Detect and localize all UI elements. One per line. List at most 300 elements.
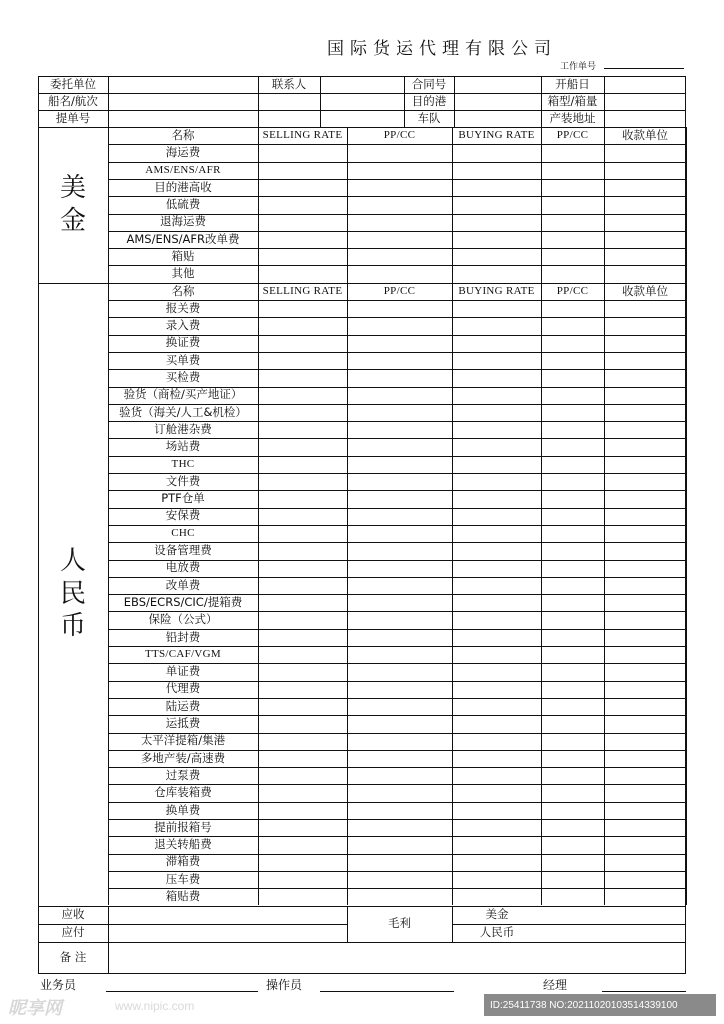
rmb-item-name: EBS/ECRS/CIC/提箱费 [123, 594, 243, 609]
rmb-item-name: 滞箱费 [165, 854, 201, 869]
rmb-item-pp-cc-selling-input[interactable] [348, 784, 452, 801]
rmb-item-selling-rate-input[interactable] [259, 490, 347, 507]
rmb-item-pp-cc-buying-input[interactable] [542, 836, 604, 853]
usd-section-label-char: 美 [59, 173, 86, 204]
rmb-item-payee-input[interactable] [605, 525, 686, 542]
rmb-item-buying-rate-input[interactable] [453, 421, 541, 438]
rmb-item-pp-cc-selling-input[interactable] [348, 733, 452, 750]
rmb-item-pp-cc-buying-input[interactable] [542, 404, 604, 421]
rmb-item-selling-rate-input[interactable] [259, 819, 347, 836]
rmb-item-payee-input[interactable] [605, 542, 686, 559]
rmb-item-pp-cc-selling-input[interactable] [348, 352, 452, 369]
rmb-item-pp-cc-buying-input[interactable] [542, 629, 604, 646]
header-value-container-type[interactable] [605, 93, 686, 110]
rmb-item-buying-rate-input[interactable] [453, 698, 541, 715]
salesperson-field[interactable] [106, 991, 258, 992]
usd-item-pp-cc-buying-input[interactable] [542, 214, 604, 231]
header-label-bl-no: 提单号 [55, 110, 91, 125]
manager-label: 经理 [543, 978, 568, 992]
usd-item-buying-rate-input[interactable] [453, 214, 541, 231]
usd-item-payee-input[interactable] [605, 179, 686, 196]
rmb-item-pp-cc-buying-input[interactable] [542, 490, 604, 507]
rmb-item-pp-cc-selling-input[interactable] [348, 404, 452, 421]
usd-item-pp-cc-buying-input[interactable] [542, 248, 604, 265]
rmb-item-selling-rate-input[interactable] [259, 681, 347, 698]
rmb-item-pp-cc-selling-input[interactable] [348, 369, 452, 386]
usd-item-pp-cc-buying-input[interactable] [542, 231, 604, 248]
rmb-item-buying-rate-input[interactable] [453, 646, 541, 663]
header-value-bl-no[interactable] [109, 110, 258, 127]
usd-item-payee-input[interactable] [605, 214, 686, 231]
rmb-item-payee-input[interactable] [605, 490, 686, 507]
remarks-input[interactable] [109, 942, 685, 974]
usd-item-name: 低硫费 [165, 197, 201, 212]
gross-profit-usd-input[interactable] [542, 906, 686, 924]
operator-label: 操作员 [266, 978, 303, 992]
rmb-item-pp-cc-buying-input[interactable] [542, 646, 604, 663]
usd-item-name: 箱贴 [171, 248, 195, 263]
usd-item-name: AMS/ENS/AFR [145, 163, 221, 176]
rmb-item-payee-input[interactable] [605, 317, 686, 334]
rmb-item-pp-cc-buying-input[interactable] [542, 611, 604, 628]
usd-item-pp-cc-buying-input[interactable] [542, 179, 604, 196]
rmb-item-payee-input[interactable] [605, 369, 686, 386]
usd-item-pp-cc-selling-input[interactable] [348, 144, 452, 161]
rmb-item-name: 提前报箱号 [154, 819, 212, 834]
usd-item-buying-rate-input[interactable] [453, 231, 541, 248]
usd-item-buying-rate-input[interactable] [453, 265, 541, 282]
rmb-item-buying-rate-input[interactable] [453, 352, 541, 369]
rmb-item-name: PTF仓单 [161, 491, 205, 506]
rmb-item-selling-rate-input[interactable] [259, 750, 347, 767]
salesperson-label: 业务员 [40, 978, 77, 992]
rmb-item-payee-input[interactable] [605, 819, 686, 836]
rmb-item-selling-rate-input[interactable] [259, 646, 347, 663]
rmb-item-payee-input[interactable] [605, 784, 686, 801]
rmb-item-pp-cc-selling-input[interactable] [348, 560, 452, 577]
rmb-item-selling-rate-input[interactable] [259, 836, 347, 853]
rmb-section-label-char: 人 [59, 546, 86, 577]
rmb-item-pp-cc-selling-input[interactable] [348, 802, 452, 819]
payable-label: 应付 [61, 924, 85, 939]
rmb-item-pp-cc-selling-input[interactable] [348, 542, 452, 559]
rmb-item-selling-rate-input[interactable] [259, 473, 347, 490]
rmb-item-name: 仓库装箱费 [154, 785, 212, 800]
usd-item-payee-input[interactable] [605, 265, 686, 282]
rmb-item-payee-input[interactable] [605, 438, 686, 455]
rmb-item-buying-rate-input[interactable] [453, 456, 541, 473]
header-label-contract-no: 合同号 [411, 76, 447, 91]
rmb-item-name: 电放费 [165, 560, 201, 575]
usd-item-buying-rate-input[interactable] [453, 144, 541, 161]
rmb-item-buying-rate-input[interactable] [453, 629, 541, 646]
usd-item-pp-cc-selling-input[interactable] [348, 265, 452, 282]
rmb-item-name: 场站费 [165, 439, 201, 454]
rmb-item-payee-input[interactable] [605, 767, 686, 784]
usd-item-name: 其他 [171, 266, 195, 281]
rmb-item-pp-cc-buying-input[interactable] [542, 767, 604, 784]
rmb-item-selling-rate-input[interactable] [259, 871, 347, 888]
rmb-item-name: 买单费 [165, 352, 201, 367]
rmb-item-pp-cc-buying-input[interactable] [542, 508, 604, 525]
usd-item-buying-rate-input[interactable] [453, 162, 541, 179]
header-value-consignor[interactable] [109, 76, 258, 93]
rmb-item-name: 设备管理费 [154, 543, 212, 558]
usd-item-pp-cc-selling-input[interactable] [348, 162, 452, 179]
rmb-item-pp-cc-selling-input[interactable] [348, 698, 452, 715]
rmb-item-selling-rate-input[interactable] [259, 542, 347, 559]
rmb-item-name: 单证费 [165, 664, 201, 679]
rmb-col-header-pp-cc-buying: PP/CC [556, 284, 589, 297]
usd-item-payee-input[interactable] [605, 162, 686, 179]
header-value-blank[interactable] [321, 93, 404, 110]
rmb-item-buying-rate-input[interactable] [453, 681, 541, 698]
image-id-badge: ID:25411738 NO:20211020103514339100 [484, 994, 716, 1016]
manager-field[interactable] [602, 991, 686, 992]
rmb-item-pp-cc-buying-input[interactable] [542, 317, 604, 334]
rmb-item-selling-rate-input[interactable] [259, 594, 347, 611]
rmb-item-pp-cc-selling-input[interactable] [348, 490, 452, 507]
rmb-item-buying-rate-input[interactable] [453, 387, 541, 404]
rmb-item-pp-cc-selling-input[interactable] [348, 750, 452, 767]
watermark-brand: 昵享网 [8, 998, 62, 1019]
usd-col-header-payee: 收款单位 [622, 127, 668, 142]
usd-item-selling-rate-input[interactable] [259, 214, 347, 231]
usd-col-header-buying-rate: BUYING RATE [458, 129, 535, 142]
header-value-sailing-date[interactable] [605, 76, 686, 93]
rmb-item-name: 买检费 [165, 370, 201, 385]
rmb-item-buying-rate-input[interactable] [453, 300, 541, 317]
header-value-blank[interactable] [321, 110, 404, 127]
rmb-item-buying-rate-input[interactable] [453, 802, 541, 819]
rmb-item-selling-rate-input[interactable] [259, 369, 347, 386]
rmb-item-buying-rate-input[interactable] [453, 473, 541, 490]
rmb-item-pp-cc-buying-input[interactable] [542, 888, 604, 905]
rmb-item-buying-rate-input[interactable] [453, 542, 541, 559]
rmb-item-buying-rate-input[interactable] [453, 369, 541, 386]
rmb-item-selling-rate-input[interactable] [259, 438, 347, 455]
usd-item-payee-input[interactable] [605, 248, 686, 265]
rmb-item-payee-input[interactable] [605, 300, 686, 317]
rmb-item-payee-input[interactable] [605, 387, 686, 404]
rmb-item-pp-cc-buying-input[interactable] [542, 871, 604, 888]
header-value-contact[interactable] [321, 76, 404, 93]
gross-profit-label: 毛利 [388, 915, 411, 930]
usd-item-pp-cc-selling-input[interactable] [348, 196, 452, 213]
usd-item-buying-rate-input[interactable] [453, 179, 541, 196]
usd-item-selling-rate-input[interactable] [259, 162, 347, 179]
header-label-sailing-date: 开船日 [555, 76, 590, 91]
header-value-destination-port[interactable] [455, 93, 541, 110]
rmb-item-buying-rate-input[interactable] [453, 611, 541, 628]
rmb-item-buying-rate-input[interactable] [453, 767, 541, 784]
rmb-item-selling-rate-input[interactable] [259, 525, 347, 542]
rmb-item-payee-input[interactable] [605, 335, 686, 352]
rmb-item-payee-input[interactable] [605, 646, 686, 663]
rmb-item-name: 陆运费 [165, 698, 201, 713]
rmb-item-pp-cc-selling-input[interactable] [348, 663, 452, 680]
usd-item-payee-input[interactable] [605, 196, 686, 213]
rmb-col-header-payee: 收款单位 [622, 283, 668, 298]
rmb-item-buying-rate-input[interactable] [453, 594, 541, 611]
header-value-loading-address[interactable] [605, 110, 686, 127]
rmb-col-header-selling-rate: SELLING RATE [262, 284, 343, 297]
rmb-item-pp-cc-buying-input[interactable] [542, 473, 604, 490]
rmb-item-selling-rate-input[interactable] [259, 784, 347, 801]
rmb-item-pp-cc-buying-input[interactable] [542, 802, 604, 819]
rmb-item-buying-rate-input[interactable] [453, 525, 541, 542]
usd-item-pp-cc-buying-input[interactable] [542, 265, 604, 282]
rmb-item-pp-cc-buying-input[interactable] [542, 387, 604, 404]
rmb-item-name: 多地产装/高速费 [140, 750, 226, 765]
rmb-item-selling-rate-input[interactable] [259, 715, 347, 732]
usd-item-pp-cc-selling-input[interactable] [348, 179, 452, 196]
usd-col-header-selling-rate: SELLING RATE [262, 129, 343, 142]
rmb-item-payee-input[interactable] [605, 508, 686, 525]
usd-item-name: 海运费 [165, 145, 201, 160]
usd-item-pp-cc-buying-input[interactable] [542, 144, 604, 161]
rmb-item-pp-cc-selling-input[interactable] [348, 594, 452, 611]
rmb-item-buying-rate-input[interactable] [453, 438, 541, 455]
rmb-item-pp-cc-buying-input[interactable] [542, 698, 604, 715]
watermark-url: www.nipic.com [115, 999, 195, 1013]
rmb-item-pp-cc-selling-input[interactable] [348, 438, 452, 455]
rmb-item-payee-input[interactable] [605, 421, 686, 438]
usd-item-selling-rate-input[interactable] [259, 196, 347, 213]
rmb-item-name: 换证费 [165, 335, 201, 350]
rmb-item-selling-rate-input[interactable] [259, 767, 347, 784]
rmb-item-selling-rate-input[interactable] [259, 508, 347, 525]
rmb-item-selling-rate-input[interactable] [259, 317, 347, 334]
usd-item-selling-rate-input[interactable] [259, 265, 347, 282]
rmb-item-payee-input[interactable] [605, 352, 686, 369]
rmb-item-name: 箱贴费 [165, 889, 201, 904]
rmb-item-buying-rate-input[interactable] [453, 663, 541, 680]
rmb-item-pp-cc-buying-input[interactable] [542, 594, 604, 611]
rmb-item-pp-cc-buying-input[interactable] [542, 733, 604, 750]
usd-item-selling-rate-input[interactable] [259, 248, 347, 265]
usd-item-payee-input[interactable] [605, 144, 686, 161]
gross-profit-rmb-input[interactable] [542, 924, 686, 942]
rmb-item-name: 过泵费 [165, 767, 201, 782]
rmb-item-payee-input[interactable] [605, 663, 686, 680]
rmb-item-payee-input[interactable] [605, 629, 686, 646]
work-no-label: 工作单号 [560, 62, 597, 72]
rmb-item-pp-cc-buying-input[interactable] [542, 300, 604, 317]
rmb-item-pp-cc-buying-input[interactable] [542, 715, 604, 732]
rmb-item-buying-rate-input[interactable] [453, 819, 541, 836]
operator-field[interactable] [320, 991, 454, 992]
rmb-item-selling-rate-input[interactable] [259, 335, 347, 352]
rmb-item-buying-rate-input[interactable] [453, 577, 541, 594]
rmb-item-pp-cc-selling-input[interactable] [348, 317, 452, 334]
rmb-item-pp-cc-selling-input[interactable] [348, 819, 452, 836]
rmb-item-payee-input[interactable] [605, 594, 686, 611]
rmb-item-payee-input[interactable] [605, 404, 686, 421]
rmb-item-buying-rate-input[interactable] [453, 404, 541, 421]
rmb-item-name: 改单费 [165, 577, 201, 592]
freight-cost-form [38, 76, 686, 974]
rmb-item-pp-cc-selling-input[interactable] [348, 854, 452, 871]
rmb-item-selling-rate-input[interactable] [259, 387, 347, 404]
header-value-contract-no[interactable] [455, 76, 541, 93]
rmb-item-pp-cc-buying-input[interactable] [542, 681, 604, 698]
usd-item-buying-rate-input[interactable] [453, 248, 541, 265]
rmb-item-payee-input[interactable] [605, 733, 686, 750]
usd-item-payee-input[interactable] [605, 231, 686, 248]
usd-item-pp-cc-selling-input[interactable] [348, 214, 452, 231]
usd-item-selling-rate-input[interactable] [259, 144, 347, 161]
rmb-item-payee-input[interactable] [605, 888, 686, 905]
usd-section-label [38, 127, 108, 283]
work-no-field[interactable] [604, 68, 684, 69]
rmb-item-pp-cc-buying-input[interactable] [542, 369, 604, 386]
rmb-item-selling-rate-input[interactable] [259, 577, 347, 594]
rmb-item-buying-rate-input[interactable] [453, 490, 541, 507]
rmb-item-pp-cc-selling-input[interactable] [348, 871, 452, 888]
header-label-container-type: 箱型/箱量 [547, 93, 598, 108]
rmb-item-selling-rate-input[interactable] [259, 300, 347, 317]
rmb-item-payee-input[interactable] [605, 560, 686, 577]
rmb-item-selling-rate-input[interactable] [259, 629, 347, 646]
rmb-item-pp-cc-buying-input[interactable] [542, 335, 604, 352]
rmb-item-payee-input[interactable] [605, 715, 686, 732]
rmb-item-selling-rate-input[interactable] [259, 888, 347, 905]
rmb-col-header-name: 名称 [171, 283, 195, 298]
rmb-item-pp-cc-selling-input[interactable] [348, 300, 452, 317]
receivable-input[interactable] [109, 906, 347, 924]
rmb-item-buying-rate-input[interactable] [453, 317, 541, 334]
rmb-item-buying-rate-input[interactable] [453, 733, 541, 750]
form-title: 国际货运代理有限公司 [327, 39, 557, 59]
rmb-item-payee-input[interactable] [605, 802, 686, 819]
rmb-item-buying-rate-input[interactable] [453, 560, 541, 577]
rmb-item-pp-cc-selling-input[interactable] [348, 715, 452, 732]
rmb-item-selling-rate-input[interactable] [259, 733, 347, 750]
rmb-item-buying-rate-input[interactable] [453, 784, 541, 801]
rmb-item-selling-rate-input[interactable] [259, 456, 347, 473]
rmb-item-pp-cc-buying-input[interactable] [542, 421, 604, 438]
usd-item-pp-cc-selling-input[interactable] [348, 248, 452, 265]
rmb-item-payee-input[interactable] [605, 473, 686, 490]
usd-item-selling-rate-input[interactable] [259, 231, 347, 248]
rmb-item-name: 安保费 [165, 508, 201, 523]
rmb-item-payee-input[interactable] [605, 456, 686, 473]
rmb-item-name: 验货（海关/人工&机检） [119, 404, 247, 419]
rmb-item-buying-rate-input[interactable] [453, 871, 541, 888]
usd-item-selling-rate-input[interactable] [259, 179, 347, 196]
header-label-blank [258, 93, 320, 110]
rmb-item-pp-cc-selling-input[interactable] [348, 629, 452, 646]
rmb-item-pp-cc-buying-input[interactable] [542, 784, 604, 801]
rmb-item-name: 文件费 [165, 473, 201, 488]
rmb-item-buying-rate-input[interactable] [453, 836, 541, 853]
rmb-item-payee-input[interactable] [605, 836, 686, 853]
rmb-item-buying-rate-input[interactable] [453, 888, 541, 905]
usd-item-name: 退海运费 [160, 214, 206, 229]
rmb-item-selling-rate-input[interactable] [259, 560, 347, 577]
rmb-col-line [686, 283, 687, 906]
rmb-item-pp-cc-selling-input[interactable] [348, 456, 452, 473]
rmb-item-pp-cc-selling-input[interactable] [348, 525, 452, 542]
rmb-item-pp-cc-buying-input[interactable] [542, 663, 604, 680]
rmb-item-pp-cc-buying-input[interactable] [542, 854, 604, 871]
rmb-item-selling-rate-input[interactable] [259, 802, 347, 819]
header-label-loading-address: 产装地址 [549, 110, 596, 125]
rmb-item-payee-input[interactable] [605, 577, 686, 594]
rmb-item-pp-cc-buying-input[interactable] [542, 438, 604, 455]
usd-item-name: AMS/ENS/AFR改单费 [126, 231, 240, 246]
rmb-item-pp-cc-buying-input[interactable] [542, 525, 604, 542]
rmb-item-selling-rate-input[interactable] [259, 663, 347, 680]
rmb-item-selling-rate-input[interactable] [259, 404, 347, 421]
rmb-item-pp-cc-buying-input[interactable] [542, 577, 604, 594]
header-value-truck-team[interactable] [455, 110, 541, 127]
header-value-vessel-voyage[interactable] [109, 93, 258, 110]
rmb-item-pp-cc-buying-input[interactable] [542, 352, 604, 369]
rmb-item-payee-input[interactable] [605, 611, 686, 628]
rmb-item-pp-cc-selling-input[interactable] [348, 646, 452, 663]
header-label-truck-team: 车队 [417, 110, 441, 125]
rmb-item-name: 订舱港杂费 [154, 421, 212, 436]
usd-item-pp-cc-buying-input[interactable] [542, 196, 604, 213]
rmb-item-selling-rate-input[interactable] [259, 698, 347, 715]
usd-item-buying-rate-input[interactable] [453, 196, 541, 213]
rmb-item-payee-input[interactable] [605, 854, 686, 871]
rmb-item-name: 运抵费 [165, 716, 201, 731]
rmb-section-label-char: 币 [59, 611, 86, 642]
rmb-item-payee-input[interactable] [605, 871, 686, 888]
rmb-item-name: 代理费 [165, 681, 201, 696]
rmb-item-pp-cc-selling-input[interactable] [348, 888, 452, 905]
rmb-item-buying-rate-input[interactable] [453, 750, 541, 767]
rmb-item-pp-cc-buying-input[interactable] [542, 560, 604, 577]
usd-item-pp-cc-buying-input[interactable] [542, 162, 604, 179]
rmb-item-pp-cc-buying-input[interactable] [542, 456, 604, 473]
rmb-item-selling-rate-input[interactable] [259, 421, 347, 438]
rmb-item-selling-rate-input[interactable] [259, 611, 347, 628]
rmb-item-pp-cc-buying-input[interactable] [542, 750, 604, 767]
rmb-item-payee-input[interactable] [605, 681, 686, 698]
rmb-item-buying-rate-input[interactable] [453, 335, 541, 352]
rmb-item-pp-cc-buying-input[interactable] [542, 542, 604, 559]
rmb-item-payee-input[interactable] [605, 750, 686, 767]
rmb-item-pp-cc-selling-input[interactable] [348, 681, 452, 698]
rmb-item-buying-rate-input[interactable] [453, 854, 541, 871]
rmb-item-selling-rate-input[interactable] [259, 854, 347, 871]
rmb-item-name: 换单费 [165, 802, 201, 817]
rmb-item-pp-cc-selling-input[interactable] [348, 611, 452, 628]
rmb-item-payee-input[interactable] [605, 698, 686, 715]
rmb-item-pp-cc-selling-input[interactable] [348, 387, 452, 404]
payable-input[interactable] [109, 924, 347, 942]
rmb-item-buying-rate-input[interactable] [453, 715, 541, 732]
rmb-item-pp-cc-selling-input[interactable] [348, 577, 452, 594]
rmb-item-buying-rate-input[interactable] [453, 508, 541, 525]
rmb-item-pp-cc-selling-input[interactable] [348, 421, 452, 438]
header-label-contact: 联系人 [271, 76, 307, 91]
rmb-section-label-char: 民 [59, 578, 86, 609]
rmb-item-pp-cc-buying-input[interactable] [542, 819, 604, 836]
rmb-item-pp-cc-selling-input[interactable] [348, 836, 452, 853]
rmb-item-pp-cc-selling-input[interactable] [348, 767, 452, 784]
rmb-item-pp-cc-selling-input[interactable] [348, 508, 452, 525]
receivable-label: 应收 [61, 906, 85, 921]
rmb-item-selling-rate-input[interactable] [259, 352, 347, 369]
usd-item-pp-cc-selling-input[interactable] [348, 231, 452, 248]
rmb-item-pp-cc-selling-input[interactable] [348, 335, 452, 352]
rmb-item-pp-cc-selling-input[interactable] [348, 473, 452, 490]
